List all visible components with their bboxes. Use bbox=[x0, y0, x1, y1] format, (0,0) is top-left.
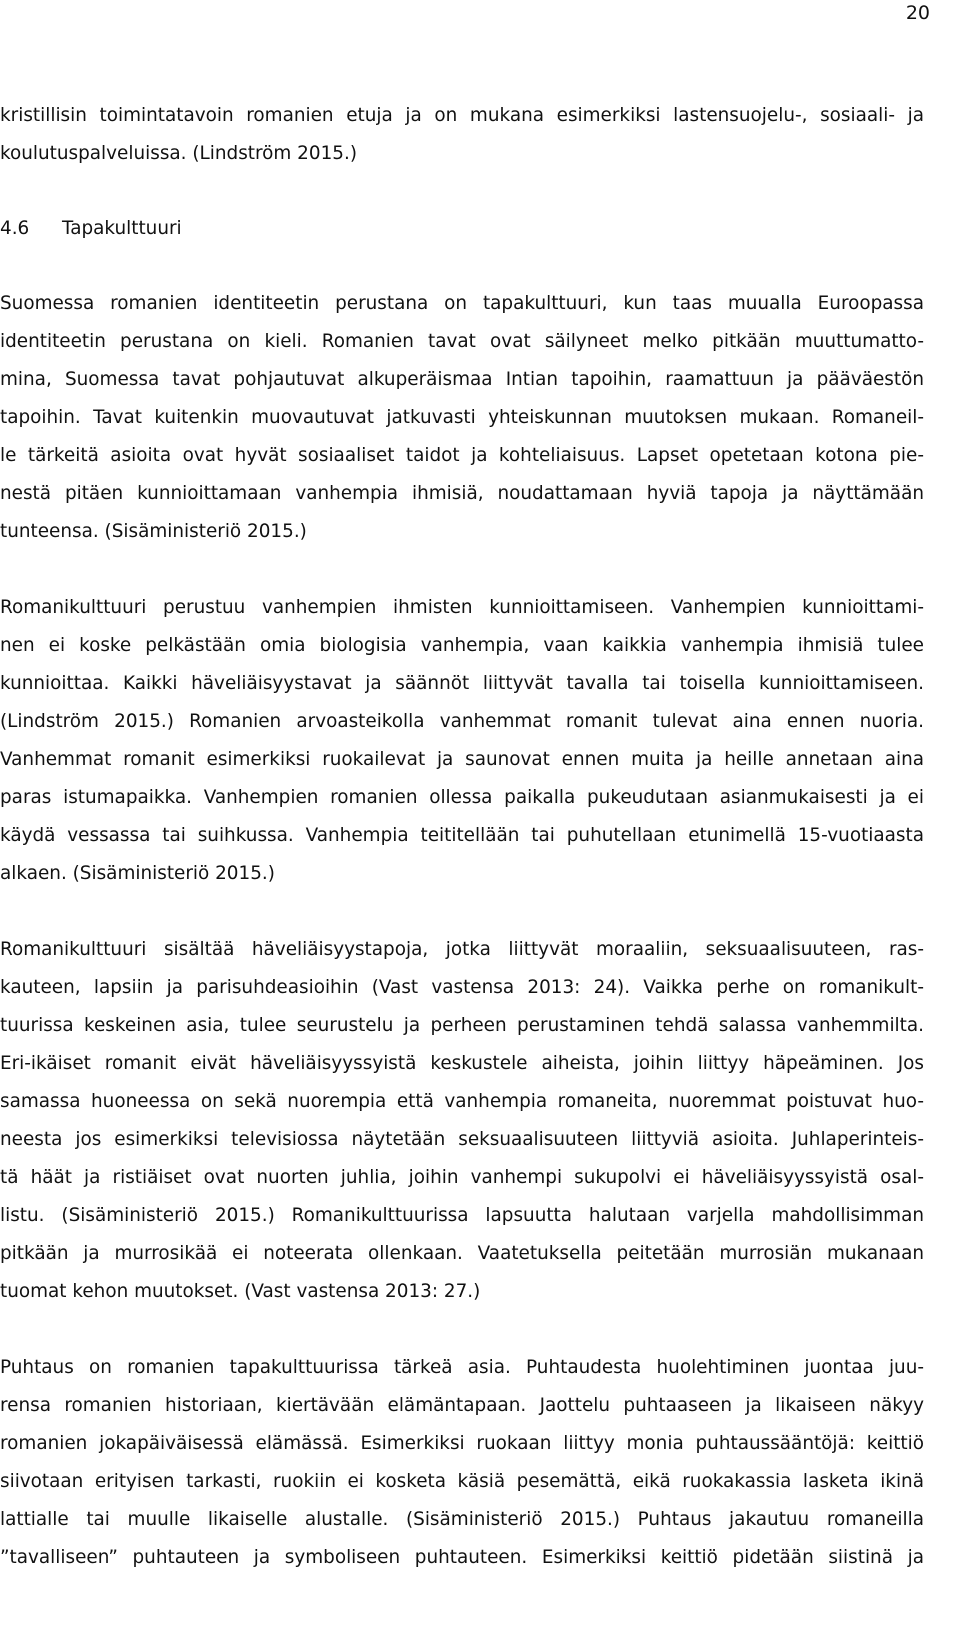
text-line: tä häät ja ristiäiset ovat nuorten juhlia, joihin vanhempi sukupolvi ei häveliäisyyssyistä osal- bbox=[0, 1167, 924, 1188]
text-line: kauteen, lapsiin ja parisuhdeasioihin (Vast vastensa 2013: 24). Vaikka perhe on romanikult- bbox=[0, 977, 924, 998]
text-line: identiteetin perustana on kieli. Romanien tavat ovat säilyneet melko pitkään muuttumatto- bbox=[0, 331, 924, 352]
text-line: Eri-ikäiset romanit eivät häveliäisyyssyistä keskustele aiheista, joihin liittyy häpeäminen. Jos bbox=[0, 1053, 924, 1074]
text-line: kunnioittaa. Kaikki häveliäisyystavat ja säännöt liittyvät tavalla tai toisella kunnioittamiseen. bbox=[0, 673, 924, 694]
text-line: listu. (Sisäministeriö 2015.) Romanikulttuurissa lapsuutta halutaan varjella mahdollisimman bbox=[0, 1205, 924, 1226]
section-title: Tapakulttuuri bbox=[62, 218, 182, 239]
text-line: Suomessa romanien identiteetin perustana on tapakulttuuri, kun taas muualla Euroopassa bbox=[0, 293, 924, 314]
text-line: Puhtaus on romanien tapakulttuurissa tärkeä asia. Puhtaudesta huolehtiminen juontaa juu- bbox=[0, 1357, 924, 1378]
text-line: siivotaan erityisen tarkasti, ruokiin ei kosketa käsiä pesemättä, eikä ruokakassia lasketa ikinä bbox=[0, 1471, 924, 1492]
text-line: pitkään ja murrosikää ei noteerata ollenkaan. Vaatetuksella peitetään murrosiän mukanaan bbox=[0, 1243, 924, 1264]
text-line: Romanikulttuuri perustuu vanhempien ihmisten kunnioittamiseen. Vanhempien kunnioittami- bbox=[0, 597, 924, 618]
text-line: samassa huoneessa on sekä nuorempia että vanhempia romaneita, nuoremmat poistuvat huo- bbox=[0, 1091, 924, 1112]
text-line: nen ei koske pelkästään omia biologisia vanhempia, vaan kaikkia vanhempia ihmisiä tulee bbox=[0, 635, 924, 656]
text-line: lattialle tai muulle likaiselle alustalle. (Sisäministeriö 2015.) Puhtaus jakautuu romaneilla bbox=[0, 1509, 924, 1530]
text-line: romanien jokapäiväisessä elämässä. Esimerkiksi ruokaan liittyy monia puhtaussääntöjä: keittiö bbox=[0, 1433, 924, 1454]
text-line: (Lindström 2015.) Romanien arvoasteikolla vanhemmat romanit tulevat aina ennen nuoria. bbox=[0, 711, 924, 732]
text-line: mina, Suomessa tavat pohjautuvat alkuperäismaa Intian tapoihin, raamattuun ja pääväestön bbox=[0, 369, 924, 390]
text-line: ”tavalliseen” puhtauteen ja symboliseen puhtauteen. Esimerkiksi keittiö pidetään siistinä ja bbox=[0, 1547, 924, 1568]
page-number: 20 bbox=[905, 2, 930, 24]
text-line: rensa romanien historiaan, kiertävään elämäntapaan. Jaottelu puhtaaseen ja likaiseen näkyy bbox=[0, 1395, 924, 1416]
text-line: kristillisin toimintatavoin romanien etuja ja on mukana esimerkiksi lastensuojelu-, sosiaali- ja bbox=[0, 105, 924, 126]
text-line: tunteensa. (Sisäministeriö 2015.) bbox=[0, 521, 307, 542]
text-line: Vanhemmat romanit esimerkiksi ruokailevat ja saunovat ennen muita ja heille annetaan aina bbox=[0, 749, 924, 770]
text-line: nestä pitäen kunnioittamaan vanhempia ihmisiä, noudattamaan hyviä tapoja ja näyttämään bbox=[0, 483, 924, 504]
text-line: Romanikulttuuri sisältää häveliäisyystapoja, jotka liittyvät moraaliin, seksuaalisuuteen, ras- bbox=[0, 939, 924, 960]
text-line: le tärkeitä asioita ovat hyvät sosiaaliset taidot ja kohteliaisuus. Lapset opetetaan kotona pie- bbox=[0, 445, 924, 466]
text-line: käydä vessassa tai suihkussa. Vanhempia teititellään tai puhutellaan etunimellä 15-vuotiaasta bbox=[0, 825, 924, 846]
text-line: tuurissa keskeinen asia, tulee seurustelu ja perheen perustaminen tehdä salassa vanhemmilta. bbox=[0, 1015, 924, 1036]
text-line: tuomat kehon muutokset. (Vast vastensa 2013: 27.) bbox=[0, 1281, 481, 1302]
text-line: paras istumapaikka. Vanhempien romanien ollessa paikalla pukeudutaan asianmukaisesti ja ei bbox=[0, 787, 924, 808]
text-line: koulutuspalveluissa. (Lindström 2015.) bbox=[0, 143, 358, 164]
text-line: alkaen. (Sisäministeriö 2015.) bbox=[0, 863, 275, 884]
text-line: tapoihin. Tavat kuitenkin muovautuvat jatkuvasti yhteiskunnan muutoksen mukaan. Romaneil- bbox=[0, 407, 924, 428]
text-line: neesta jos esimerkiksi televisiossa näytetään seksuaalisuuteen liittyviä asioita. Juhlaperinteis- bbox=[0, 1129, 924, 1150]
section-number: 4.6 bbox=[0, 218, 30, 239]
section-heading bbox=[0, 210, 182, 248]
